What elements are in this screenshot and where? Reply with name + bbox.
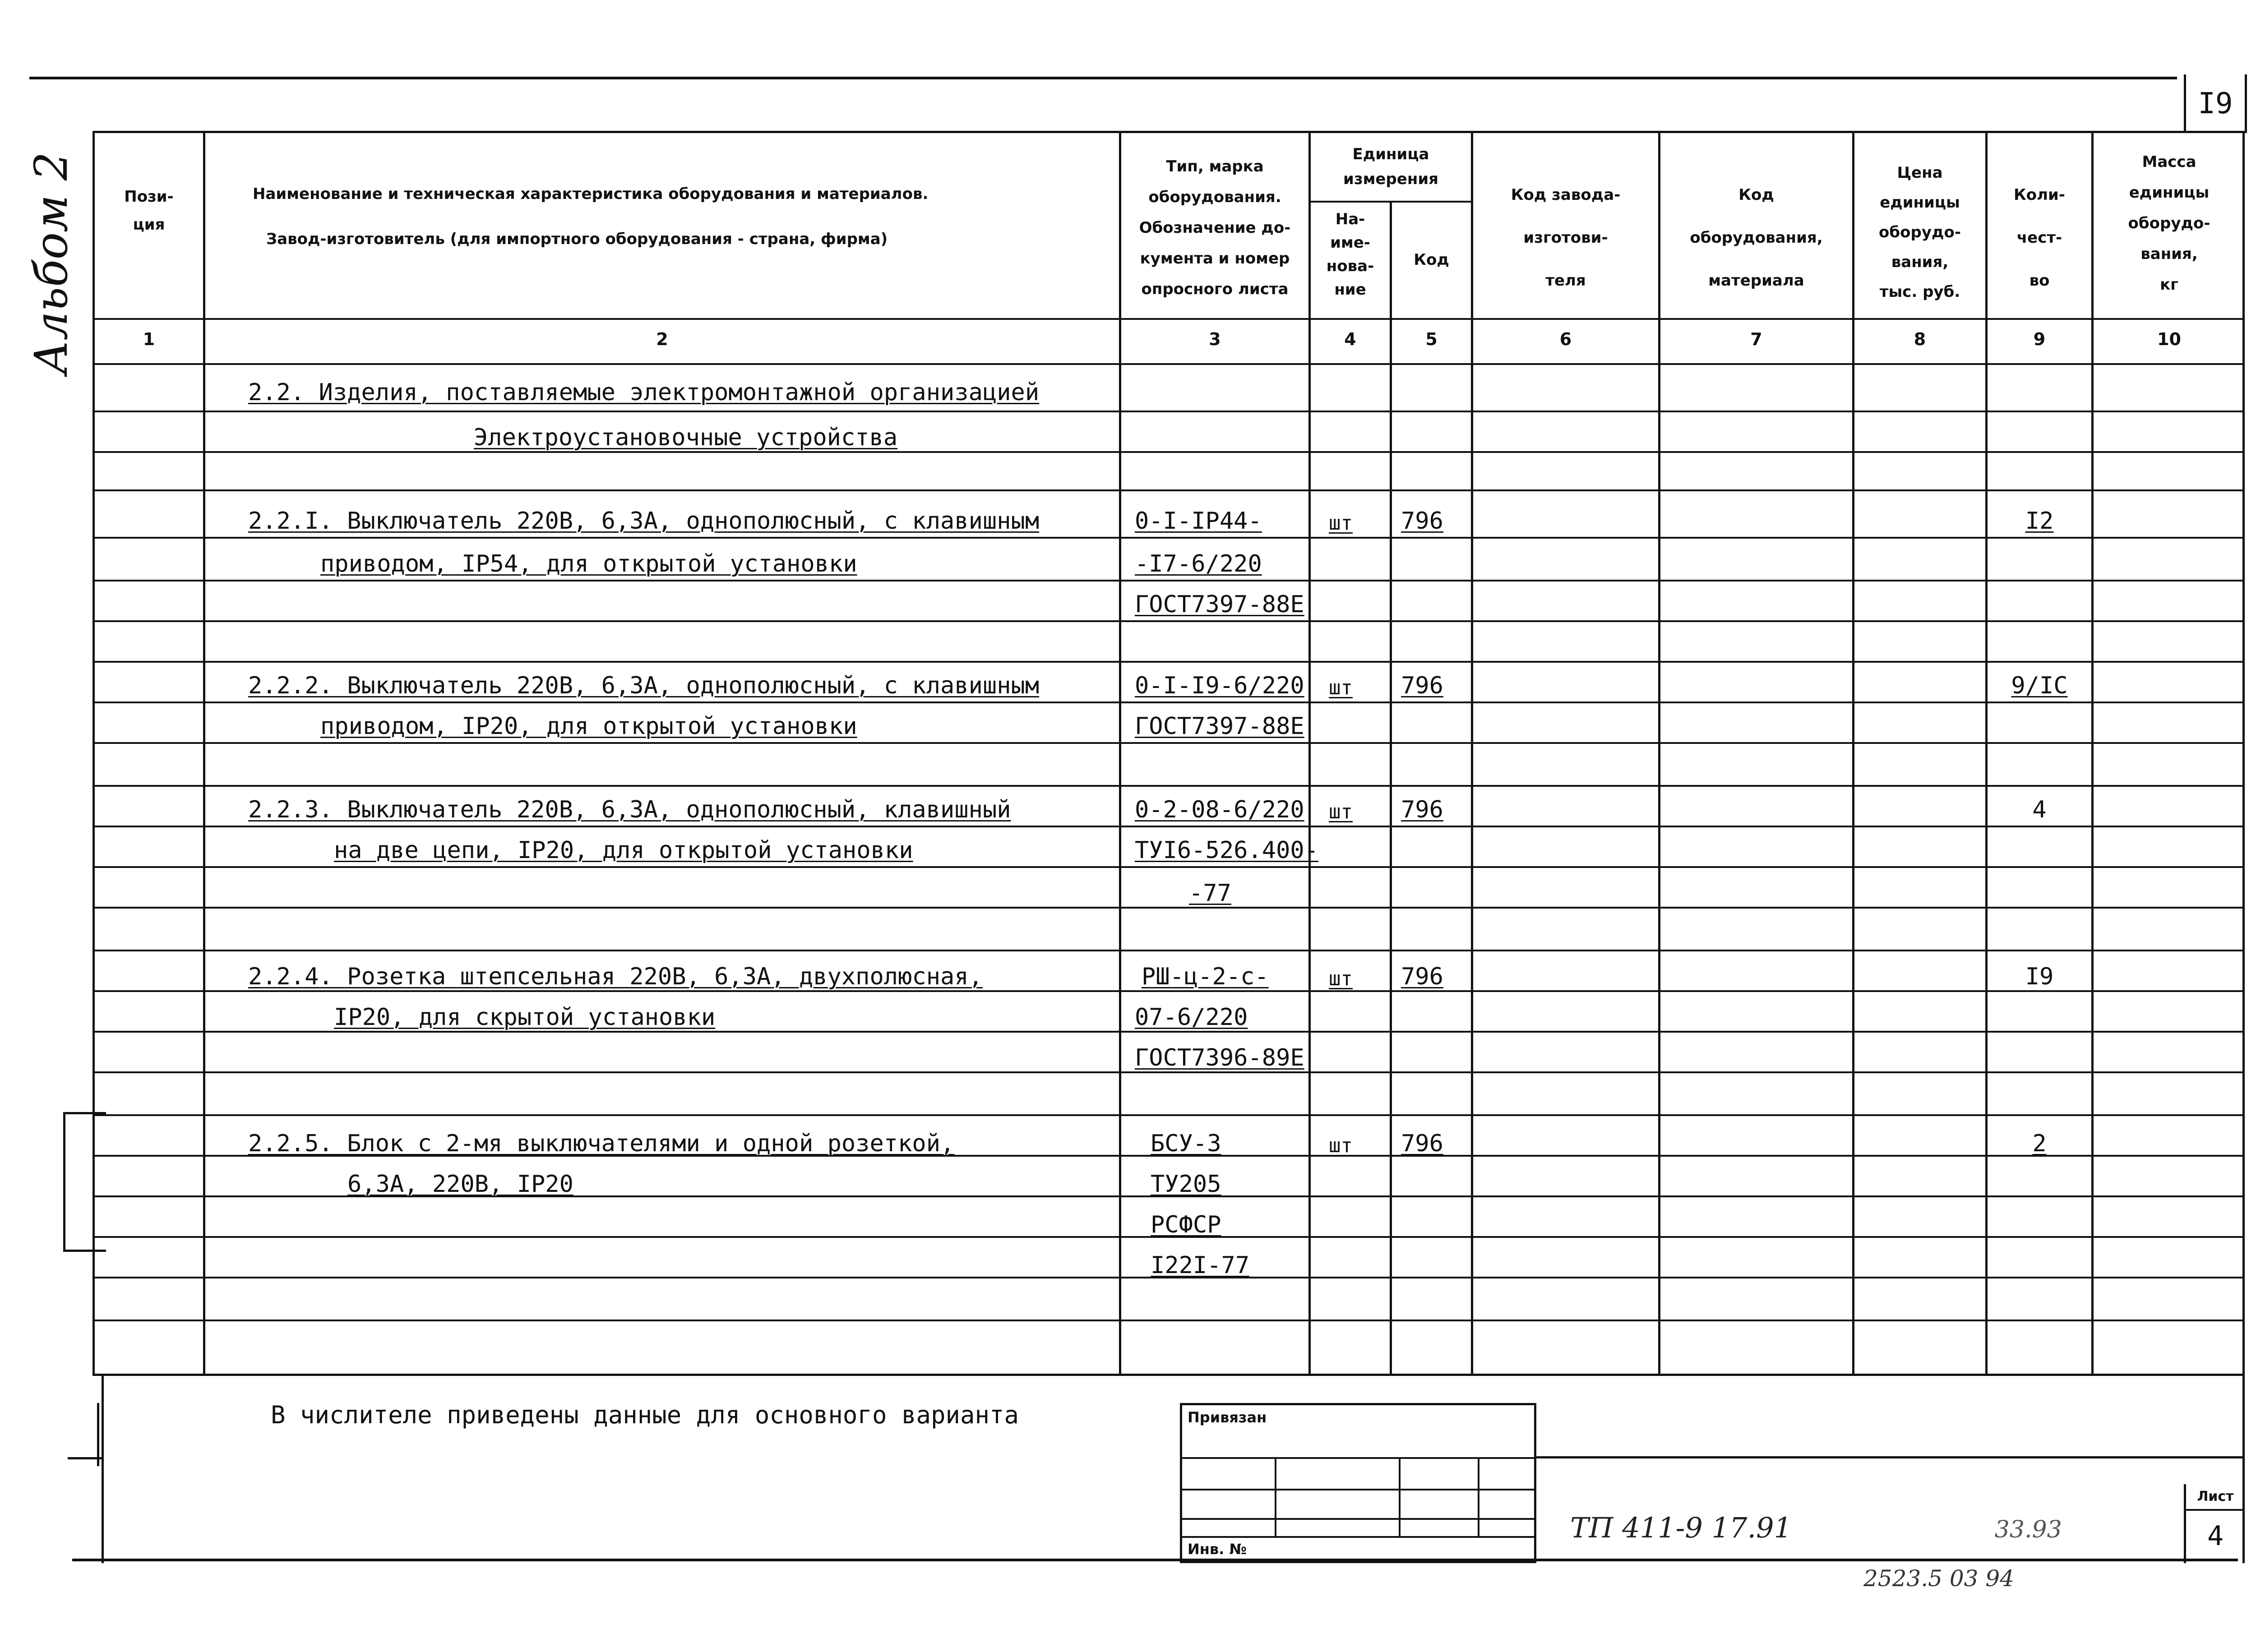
sheet-label: Лист (2186, 1484, 2245, 1511)
header-line: оборудования. (1148, 188, 1281, 206)
row-line (95, 907, 2245, 909)
col-divider (1390, 201, 1392, 1376)
item-code: 796 (1401, 508, 1443, 535)
header-line: Тип, марка (1166, 157, 1264, 175)
row-line (95, 451, 2245, 453)
item-code: 796 (1401, 672, 1443, 699)
item-unit: шт (1329, 1134, 1353, 1157)
header-line: Код завода- (1511, 186, 1621, 204)
row-line (95, 1320, 2245, 1321)
header-line: ция (133, 216, 165, 234)
row-line (95, 661, 2245, 663)
row-line (95, 411, 2245, 412)
item-type-line: 0-I-IP44- (1135, 508, 1262, 535)
item-type-line: ГОСТ7397-88Е (1135, 591, 1304, 618)
header-line: чест- (2016, 229, 2062, 247)
item-qty: 9/IC (2011, 672, 2068, 699)
stamp-line (1182, 1457, 1534, 1459)
stamp-line (1399, 1457, 1401, 1536)
row-line (95, 580, 2245, 581)
margin-tick-vertical (97, 1403, 99, 1466)
row-line (95, 1071, 2245, 1073)
header-line: измерения (1343, 170, 1438, 188)
album-stamp-text: Альбом 2 (25, 152, 78, 374)
header-factory-code (1473, 174, 1658, 302)
sheet-number-box (2184, 1484, 2245, 1563)
title-block (1536, 1456, 2245, 1565)
document-number-text: ТП 411-9 17.91 (1570, 1511, 1792, 1544)
header-mass (2094, 147, 2245, 300)
corner-sheet-number: I9 (2184, 74, 2247, 133)
item-code: 796 (1401, 963, 1443, 990)
margin-tick (68, 1457, 102, 1459)
stamp-line (1275, 1457, 1276, 1536)
column-number: 1 (143, 329, 155, 349)
column-number: 7 (1750, 329, 1762, 349)
item-name-line1: 2.2.2. Выключатель 220В, 6,3А, однополюсный, с клавишным (248, 672, 1040, 699)
header-line: вания, (2140, 245, 2198, 263)
header-line: Коли- (2014, 186, 2065, 204)
column-number: 8 (1914, 329, 1926, 349)
sheet-value: 4 (2207, 1520, 2224, 1552)
item-code: 796 (1401, 1130, 1443, 1157)
stamp-line (1478, 1457, 1479, 1536)
item-type-line: ТУI6-526.400- (1135, 837, 1318, 864)
item-name-line1: 2.2.I. Выключатель 220В, 6,3А, однополюсный, с клавишным (248, 508, 1040, 535)
stamp-line (1182, 1518, 1534, 1520)
header-quantity (1988, 174, 2091, 302)
header-line: вания, (1891, 253, 1949, 271)
row-line (95, 990, 2245, 992)
stamp-label-top: Привязан (1188, 1409, 1267, 1426)
header-bottom (95, 318, 2245, 320)
item-type-line: БСУ-3 (1151, 1130, 1221, 1157)
row-line (95, 537, 2245, 539)
header-line: име- (1330, 234, 1370, 252)
stamp-line (1182, 1489, 1534, 1490)
item-type-line: 0-I-I9-6/220 (1135, 672, 1304, 699)
header-line: единицы (1880, 194, 1960, 212)
numbers-bottom (95, 363, 2245, 365)
column-number: 6 (1559, 329, 1572, 349)
header-equipment-code (1660, 174, 1852, 302)
header-unit-code: Код (1414, 251, 1449, 269)
row-line (95, 826, 2245, 827)
item-type-line: РСФСР (1151, 1211, 1221, 1238)
item-type-line: ТУ205 (1151, 1171, 1221, 1198)
row-line (95, 1031, 2245, 1033)
row-line (95, 489, 2245, 491)
stamp-label-bottom: Инв. № (1188, 1541, 1247, 1558)
item-qty: 4 (2032, 796, 2047, 823)
header-line: ние (1334, 281, 1366, 299)
header-line: во (2029, 272, 2050, 290)
header-line: опросного листа (1141, 280, 1289, 298)
specification-table (92, 131, 2245, 1376)
header-line: материала (1708, 272, 1804, 290)
header-line: изготови- (1523, 229, 1608, 247)
item-type-line: ГОСТ7397-88Е (1135, 713, 1304, 740)
item-unit: шт (1329, 967, 1353, 990)
item-name-line2: приводом, IP54, для открытой установки (320, 550, 857, 577)
item-type-line: I22I-77 (1151, 1252, 1250, 1279)
item-name-line2: приводом, IP20, для открытой установки (320, 713, 857, 740)
header-line: теля (1545, 272, 1586, 290)
row-line (95, 742, 2245, 744)
unit-group-divider (1308, 201, 1473, 203)
header-line: кумента и номер (1140, 249, 1290, 268)
column-number: 10 (2157, 329, 2181, 349)
header-type (1121, 151, 1308, 305)
item-name-line2: IP20, для скрытой установки (334, 1004, 716, 1031)
item-name-line1: 2.2.4. Розетка штепсельная 220В, 6,3А, двухполюсная, (248, 963, 983, 990)
header-name (253, 171, 1110, 262)
header-line: Единица (1352, 145, 1429, 163)
header-line: Наименование и техническая характеристика оборудования и материалов. (253, 185, 929, 203)
header-line: тыс. руб. (1879, 283, 1960, 301)
row-line (95, 1114, 2245, 1116)
item-qty: I9 (2025, 963, 2054, 990)
column-number: 3 (1209, 329, 1221, 349)
header-unit-group (1311, 142, 1471, 192)
stamp-line (1182, 1536, 1534, 1538)
row-line (95, 701, 2245, 703)
header-line: На- (1335, 210, 1365, 228)
item-qty: I2 (2025, 508, 2054, 535)
header-unit-name (1311, 208, 1390, 301)
binding-stamp (1180, 1403, 1536, 1563)
column-number: 2 (656, 329, 668, 349)
frame-left (102, 1374, 104, 1563)
row-line (95, 785, 2245, 787)
header-line: Цена (1897, 164, 1943, 182)
header-line: Масса (2142, 153, 2196, 171)
header-line: оборудо- (2128, 214, 2210, 232)
header-line: оборудо- (1879, 223, 1961, 241)
item-type-line: -I7-6/220 (1135, 550, 1262, 577)
item-type-line: 0-2-08-6/220 (1135, 796, 1304, 823)
document-suffix: 33.93 (1994, 1516, 2062, 1543)
item-type-line: РШ-ц-2-с- (1142, 963, 1269, 990)
item-type-line: -77 (1189, 880, 1231, 907)
item-name-line2: на две цепи, IP20, для открытой установки (334, 837, 913, 864)
header-price (1854, 158, 1985, 307)
row-line (95, 866, 2245, 868)
column-number: 9 (2033, 329, 2046, 349)
bottom-scrawl: 2523.5 03 94 (1863, 1565, 2014, 1592)
item-type-line: 07-6/220 (1135, 1004, 1248, 1031)
header-line: Код (1738, 186, 1774, 204)
item-qty: 2 (2032, 1130, 2047, 1157)
header-line: Пози- (124, 188, 174, 206)
header-line: Завод-изготовитель (для импортного оборудования - страна, фирма) (266, 230, 888, 248)
item-name-line2: 6,3А, 220В, IP20 (347, 1171, 573, 1198)
row-line (95, 950, 2245, 951)
header-line: кг (2160, 276, 2178, 294)
item-type-line: ГОСТ7396-89Е (1135, 1044, 1304, 1071)
item-unit: шт (1329, 512, 1353, 535)
item-unit: шт (1329, 800, 1353, 823)
column-number: 4 (1344, 329, 1356, 349)
column-number: 5 (1425, 329, 1438, 349)
header-line: единицы (2129, 184, 2210, 202)
section-subtitle: Электроустановочные устройства (474, 424, 898, 451)
header-line: Обозначение до- (1139, 219, 1291, 237)
item-unit: шт (1329, 676, 1353, 699)
footer-note: В числителе приведены данные для основного варианта (271, 1401, 1019, 1429)
top-rule (29, 77, 2177, 79)
document-number (1570, 1511, 2062, 1544)
section-title: 2.2. Изделия, поставляемые электромонтажной организацией (248, 379, 1040, 406)
item-name-line1: 2.2.5. Блок с 2-мя выключателями и одной розеткой, (248, 1130, 955, 1157)
bottom-rule (72, 1559, 2238, 1561)
header-position (95, 183, 203, 239)
header-line: нова- (1326, 257, 1374, 275)
row-line (95, 620, 2245, 622)
item-code: 796 (1401, 796, 1443, 823)
header-line: оборудования, (1690, 229, 1823, 247)
item-name-line1: 2.2.3. Выключатель 220В, 6,3А, однополюсный, клавишный (248, 796, 1011, 823)
